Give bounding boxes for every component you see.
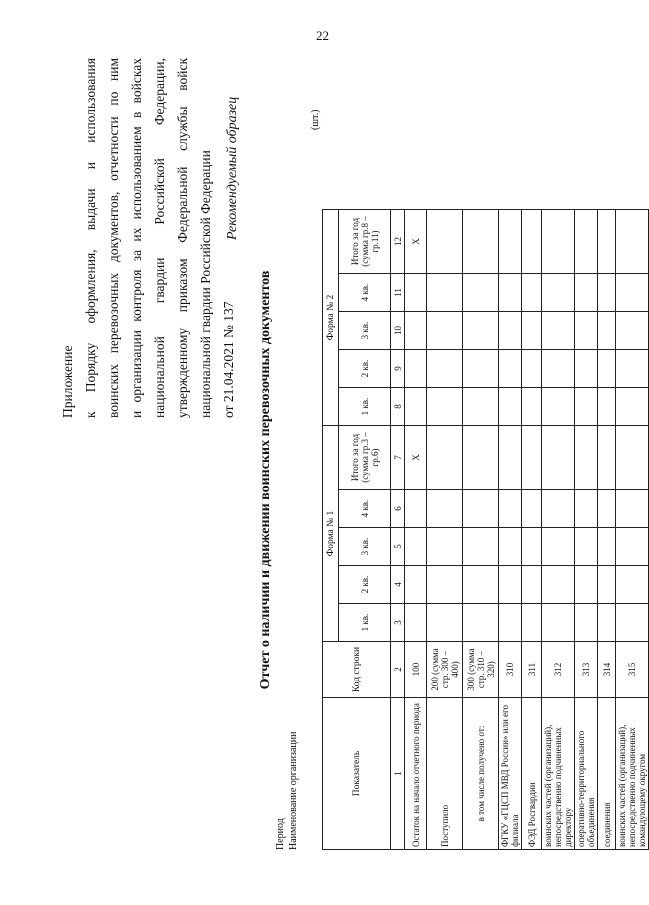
header-form2: Форма № 2 bbox=[323, 210, 339, 426]
row-total1 bbox=[427, 426, 463, 490]
table-row bbox=[598, 210, 616, 850]
organization-label: Наименование организации bbox=[288, 731, 299, 850]
appendix-block bbox=[56, 58, 240, 418]
appendix-line: национальной гвардии Российской Федерации, bbox=[152, 58, 167, 418]
table-row bbox=[616, 210, 649, 850]
row-code: 312 bbox=[542, 642, 575, 698]
appendix-line: к Порядку оформления, выдачи и использования bbox=[83, 58, 98, 418]
col-number: 10 bbox=[391, 312, 405, 350]
row-code: 314 bbox=[598, 642, 616, 698]
table-row bbox=[522, 210, 542, 850]
header-total1: Итого за год (сумма гр.3 – гр.6) bbox=[339, 426, 391, 490]
row-label: Поступило bbox=[427, 698, 463, 850]
row-total2 bbox=[616, 210, 649, 274]
appendix-line: национальной гвардии Российской Федерации bbox=[198, 150, 213, 418]
report-title: Отчет о наличии и движении воинских перевозочных документов bbox=[258, 270, 273, 690]
row-label: соединения bbox=[598, 698, 616, 850]
appendix-line: и организации контроля за их использованием в войсках bbox=[129, 58, 144, 418]
col-number: 9 bbox=[391, 350, 405, 388]
row-label: воинских частей (организаций), непосредственно подчиненных директору bbox=[542, 698, 575, 850]
row-label: оперативно-территориального объединения bbox=[575, 698, 598, 850]
col-number: 3 bbox=[391, 604, 405, 642]
row-code: 300 (сумма стр. 310 – 320) bbox=[463, 642, 499, 698]
table-row bbox=[499, 210, 522, 850]
row-total1 bbox=[522, 426, 542, 490]
report-table bbox=[322, 209, 649, 850]
unit-label: (шт.) bbox=[310, 109, 321, 130]
col-number: 7 bbox=[391, 426, 405, 490]
row-code: 200 (сумма стр. 300 – 400) bbox=[427, 642, 463, 698]
row-total1 bbox=[575, 426, 598, 490]
row-label: воинских частей (организаций), непосредственно подчиненных командующему округом bbox=[616, 698, 649, 850]
header-indicator: Показатель bbox=[323, 698, 391, 850]
row-total1 bbox=[616, 426, 649, 490]
header-q2: 2 кв. bbox=[339, 566, 391, 604]
rotated-page bbox=[20, 30, 647, 890]
table-row bbox=[427, 210, 463, 850]
row-label: Остаток на начало отчетного периода bbox=[405, 698, 427, 850]
row-total1 bbox=[499, 426, 522, 490]
col-number: 8 bbox=[391, 388, 405, 426]
row-total1: X bbox=[405, 426, 427, 490]
col-number: 6 bbox=[391, 490, 405, 528]
col-number: 2 bbox=[391, 642, 405, 698]
row-code: 311 bbox=[522, 642, 542, 698]
row-code: 315 bbox=[616, 642, 649, 698]
row-total2: X bbox=[405, 210, 427, 274]
header-q4: 4 кв. bbox=[339, 274, 391, 312]
col-number: 5 bbox=[391, 528, 405, 566]
row-code: 100 bbox=[405, 642, 427, 698]
row-total1 bbox=[598, 426, 616, 490]
header-total2: Итого за год (сумма гр.8 – гр.11) bbox=[339, 210, 391, 274]
page-number: 22 bbox=[316, 28, 329, 43]
table-row bbox=[405, 210, 427, 850]
appendix-line: Приложение bbox=[60, 345, 75, 418]
col-number: 1 bbox=[391, 698, 405, 850]
row-code: 313 bbox=[575, 642, 598, 698]
header-q3: 3 кв. bbox=[339, 312, 391, 350]
row-total1 bbox=[542, 426, 575, 490]
row-total2 bbox=[522, 210, 542, 274]
header-code: Код строки bbox=[323, 642, 391, 698]
row-total1 bbox=[463, 426, 499, 490]
col-number: 12 bbox=[391, 210, 405, 274]
row-total2 bbox=[427, 210, 463, 274]
header-q2: 2 кв. bbox=[339, 350, 391, 388]
row-label: ФГКУ «ГЦСП МВД России» или его филиала bbox=[499, 698, 522, 850]
header-q1: 1 кв. bbox=[339, 388, 391, 426]
header-q4: 4 кв. bbox=[339, 490, 391, 528]
table-row bbox=[542, 210, 575, 850]
row-total2 bbox=[499, 210, 522, 274]
header-q3: 3 кв. bbox=[339, 528, 391, 566]
row-label: ФЭД Росгвардии bbox=[522, 698, 542, 850]
row-code: 310 bbox=[499, 642, 522, 698]
row-total2 bbox=[463, 210, 499, 274]
row-total2 bbox=[575, 210, 598, 274]
sample-label: Рекомендуемый образец bbox=[225, 96, 240, 240]
table-row bbox=[575, 210, 598, 850]
col-number: 4 bbox=[391, 566, 405, 604]
row-total2 bbox=[542, 210, 575, 274]
appendix-line: утвержденному приказом Федеральной службы войск bbox=[175, 58, 190, 418]
col-number: 11 bbox=[391, 274, 405, 312]
period-label: Период bbox=[275, 818, 286, 850]
row-total2 bbox=[598, 210, 616, 274]
table-row bbox=[463, 210, 499, 850]
header-q1: 1 кв. bbox=[339, 604, 391, 642]
header-form1: Форма № 1 bbox=[323, 426, 339, 642]
appendix-line: воинских перевозочных документов, отчетности по ним bbox=[106, 58, 121, 418]
row-label: в том числе получено от: bbox=[463, 698, 499, 850]
appendix-line: от 21.04.2021 № 137 bbox=[221, 301, 236, 418]
